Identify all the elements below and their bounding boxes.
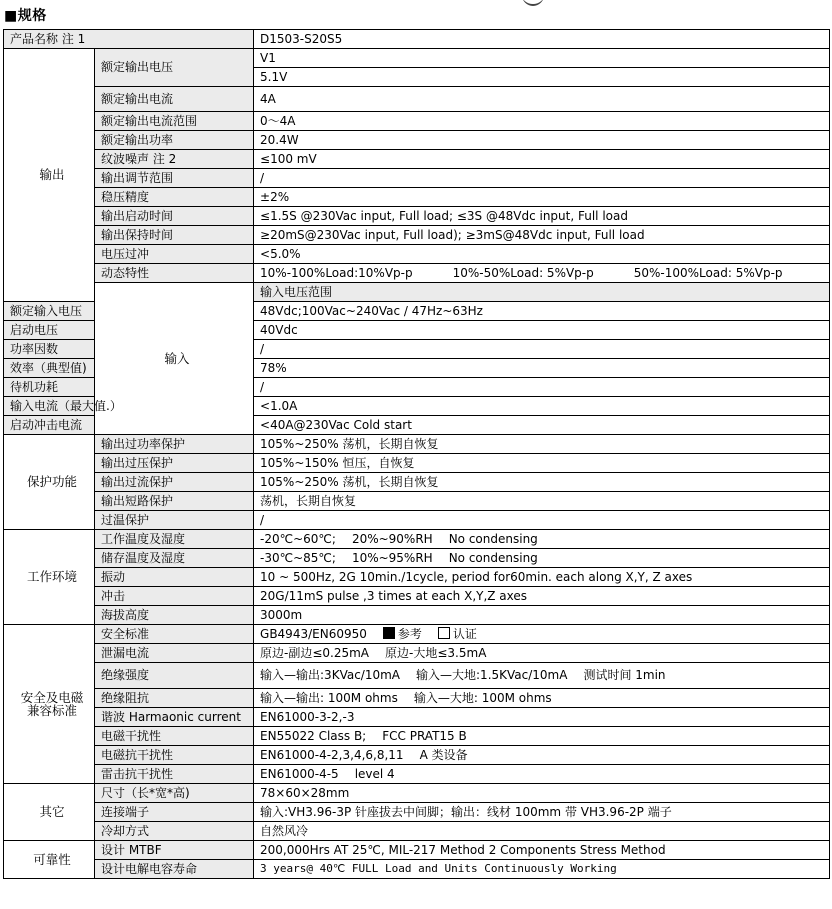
spec-label: 输出启动时间	[95, 207, 254, 226]
product-name-label: 产品名称 注 1	[4, 30, 254, 49]
section-environment: 工作环境	[4, 530, 95, 625]
spec-value: /	[254, 340, 830, 359]
table-row	[4, 30, 830, 49]
spec-value	[254, 625, 830, 644]
spec-label: 储存温度及湿度	[95, 549, 254, 568]
section-input: 输入	[95, 283, 254, 435]
spec-label: 雷击抗干扰性	[95, 765, 254, 784]
spec-label: 额定输入电压	[4, 302, 95, 321]
spec-label: 过温保护	[95, 511, 254, 530]
spec-label: 电压过冲	[95, 245, 254, 264]
spec-value: <5.0%	[254, 245, 830, 264]
spec-value: 20.4W	[254, 131, 830, 150]
spec-value-part: 原边-副边≤0.25mA	[260, 645, 370, 660]
page-title: ■规格	[4, 8, 47, 24]
spec-value-part: 输入—输出:3KVac/10mA	[260, 668, 401, 683]
table-row	[4, 473, 830, 492]
spec-value: <1.0A	[254, 397, 830, 416]
spec-value	[254, 765, 830, 784]
spec-value	[254, 727, 830, 746]
spec-value: 5.1V	[254, 68, 830, 87]
checkbox-certification-label: 认证	[452, 627, 477, 642]
spec-label: 功率因数	[4, 340, 95, 359]
spec-label: 泄漏电流	[95, 644, 254, 663]
table-row	[4, 49, 830, 68]
table-row	[4, 841, 830, 860]
spec-value-part: -30℃~85℃;	[260, 550, 336, 565]
spec-label: 振动	[95, 568, 254, 587]
spec-label: 输出过压保护	[95, 454, 254, 473]
spec-label: 设计电解电容寿命	[95, 860, 254, 879]
table-row	[4, 131, 830, 150]
spec-label: 设计 MTBF	[95, 841, 254, 860]
spec-value-part: 输入—大地:1.5KVac/10mA	[416, 668, 568, 683]
spec-value: 40Vdc	[254, 321, 830, 340]
checkbox-certification[interactable]	[438, 627, 450, 639]
spec-label: 额定输出功率	[95, 131, 254, 150]
spec-value: 105%~150% 恒压，自恢复	[254, 454, 830, 473]
spec-value: 荡机，长期自恢复	[254, 492, 830, 511]
spec-value: /	[254, 511, 830, 530]
spec-value	[254, 530, 830, 549]
table-row	[4, 765, 830, 784]
spec-label: 输出保持时间	[95, 226, 254, 245]
checkbox-reference-label: 参考	[397, 627, 422, 642]
spec-value: /	[254, 378, 830, 397]
spec-value-part: 10%-50%Load: 5%Vp-p	[452, 265, 594, 280]
spec-label: 尺寸（长*宽*高)	[95, 784, 254, 803]
spec-label: 输入电流（最大值.）	[4, 397, 95, 416]
spec-value	[254, 549, 830, 568]
table-row	[4, 606, 830, 625]
section-output: 输出	[4, 49, 95, 302]
table-row	[4, 644, 830, 663]
spec-label: 额定输出电压	[95, 49, 254, 87]
spec-label: 效率（典型值)	[4, 359, 95, 378]
table-row	[4, 454, 830, 473]
table-row	[4, 226, 830, 245]
spec-value-part: -20℃~60℃;	[260, 531, 336, 546]
spec-value	[254, 264, 830, 283]
table-row	[4, 169, 830, 188]
spec-value: EN61000-3-2,-3	[254, 708, 830, 727]
spec-value-part: 10%~95%RH	[351, 550, 433, 565]
spec-value: 105%~250% 荡机，长期自恢复	[254, 473, 830, 492]
table-row	[4, 784, 830, 803]
spec-value-part: 输入—输出: 100M ohms	[260, 690, 398, 705]
spec-label: 电磁抗干扰性	[95, 746, 254, 765]
spec-value: 0～4A	[254, 112, 830, 131]
spec-value: 200,000Hrs AT 25℃, MIL-217 Method 2 Components Stress Method	[254, 841, 830, 860]
table-row	[4, 435, 830, 454]
spec-value: V1	[254, 49, 830, 68]
spec-value-part: 10%-100%Load:10%Vp-p	[260, 265, 413, 280]
spec-value: 48Vdc;100Vac~240Vac / 47Hz~63Hz	[254, 302, 830, 321]
spec-value-part: 输入—大地: 100M ohms	[413, 690, 552, 705]
spec-label: 电磁干扰性	[95, 727, 254, 746]
spec-value	[254, 663, 830, 689]
table-row	[4, 727, 830, 746]
table-row	[4, 663, 830, 689]
table-row	[4, 283, 830, 302]
spec-value	[254, 644, 830, 663]
spec-value: <40A@230Vac Cold start	[254, 416, 830, 435]
table-row	[4, 150, 830, 169]
spec-value: 20G/11mS pulse ,3 times at each X,Y,Z axes	[254, 587, 830, 606]
spec-value: 自然风冷	[254, 822, 830, 841]
spec-label: 动态特性	[95, 264, 254, 283]
spec-value-part: FCC PRAT15 B	[382, 728, 467, 743]
spec-value: ≤1.5S @230Vac input, Full load; ≤3S @48Vdc input, Full load	[254, 207, 830, 226]
spec-label: 输出过流保护	[95, 473, 254, 492]
spec-value-part: No condensing	[448, 531, 538, 546]
section-safety-line2: 兼容标准	[26, 703, 77, 718]
table-row	[4, 689, 830, 708]
table-row	[4, 860, 830, 879]
spec-value-part: 20%~90%RH	[351, 531, 433, 546]
spec-value-part: level 4	[354, 766, 395, 781]
spec-label: 输出调节范围	[95, 169, 254, 188]
product-name-value: D1503-S20S5	[254, 30, 830, 49]
spec-label: 启动冲击电流	[4, 416, 95, 435]
spec-value: ≤100 mV	[254, 150, 830, 169]
spec-label: 输出过功率保护	[95, 435, 254, 454]
spec-value: 输入:VH3.96-3P 针座拔去中间脚；输出：线材 100mm 带 VH3.96-2P 端子	[254, 803, 830, 822]
section-safety	[4, 625, 95, 784]
spec-label: 启动电压	[4, 321, 95, 340]
spec-value-part: 原边-大地≤3.5mA	[385, 645, 487, 660]
table-row	[4, 112, 830, 131]
spec-label: 纹波噪声 注 2	[95, 150, 254, 169]
spec-label: 海拔高度	[95, 606, 254, 625]
table-row	[4, 492, 830, 511]
table-row	[4, 264, 830, 283]
table-row	[4, 530, 830, 549]
table-row	[4, 746, 830, 765]
table-row	[4, 87, 830, 112]
table-row	[4, 188, 830, 207]
spec-value: 78×60×28mm	[254, 784, 830, 803]
table-row	[4, 625, 830, 644]
spec-value: 3 years@ 40℃ FULL Load and Units Continuously Working	[254, 860, 830, 879]
checkbox-reference[interactable]	[383, 627, 395, 639]
spec-label: 冷却方式	[95, 822, 254, 841]
spec-value	[254, 689, 830, 708]
spec-label: 稳压精度	[95, 188, 254, 207]
spec-value-part: No condensing	[448, 550, 538, 565]
spec-value: 4A	[254, 87, 830, 112]
table-row	[4, 822, 830, 841]
spec-value: 78%	[254, 359, 830, 378]
spec-label: 谐波 Harmaonic current	[95, 708, 254, 727]
spec-value	[254, 746, 830, 765]
top-edge-mark	[522, 0, 544, 6]
table-row	[4, 245, 830, 264]
spec-value-part: 50%-100%Load: 5%Vp-p	[633, 265, 783, 280]
spec-value: ≥20mS@230Vac input, Full load); ≥3mS@48Vdc input, Full load	[254, 226, 830, 245]
section-other: 其它	[4, 784, 95, 841]
spec-value-part: 测试时间 1min	[583, 668, 666, 683]
table-row	[4, 207, 830, 226]
section-reliability: 可靠性	[4, 841, 95, 879]
spec-value: /	[254, 169, 830, 188]
table-row	[4, 568, 830, 587]
spec-label: 额定输出电流范围	[95, 112, 254, 131]
spec-value: 105%~250% 荡机，长期自恢复	[254, 435, 830, 454]
table-row	[4, 549, 830, 568]
spec-value-part: EN55022 Class B;	[260, 728, 367, 743]
spec-value: 10 ~ 500Hz, 2G 10min./1cycle, period for60min. each along X,Y, Z axes	[254, 568, 830, 587]
spec-label: 待机功耗	[4, 378, 95, 397]
table-row	[4, 708, 830, 727]
spec-label: 输出短路保护	[95, 492, 254, 511]
spec-label: 连接端子	[95, 803, 254, 822]
spec-label: 冲击	[95, 587, 254, 606]
section-safety-line1: 安全及电磁	[20, 689, 84, 705]
table-row	[4, 803, 830, 822]
spec-value-part: A 类设备	[419, 747, 468, 762]
section-protection: 保护功能	[4, 435, 95, 530]
safety-standard-value: GB4943/EN60950	[260, 627, 367, 642]
spec-label: 绝缘阻抗	[95, 689, 254, 708]
spec-table	[3, 29, 830, 879]
table-row	[4, 587, 830, 606]
spec-value-part: EN61000-4-5	[260, 766, 339, 781]
spec-value-part: EN61000-4-2,3,4,6,8,11	[260, 747, 404, 762]
spec-label: 额定输出电流	[95, 87, 254, 112]
spec-label: 输入电压范围	[254, 283, 830, 302]
spec-label: 工作温度及湿度	[95, 530, 254, 549]
spec-value: 3000m	[254, 606, 830, 625]
spec-value: ±2%	[254, 188, 830, 207]
table-row	[4, 511, 830, 530]
spec-label: 安全标准	[95, 625, 254, 644]
spec-label: 绝缘强度	[95, 663, 254, 689]
